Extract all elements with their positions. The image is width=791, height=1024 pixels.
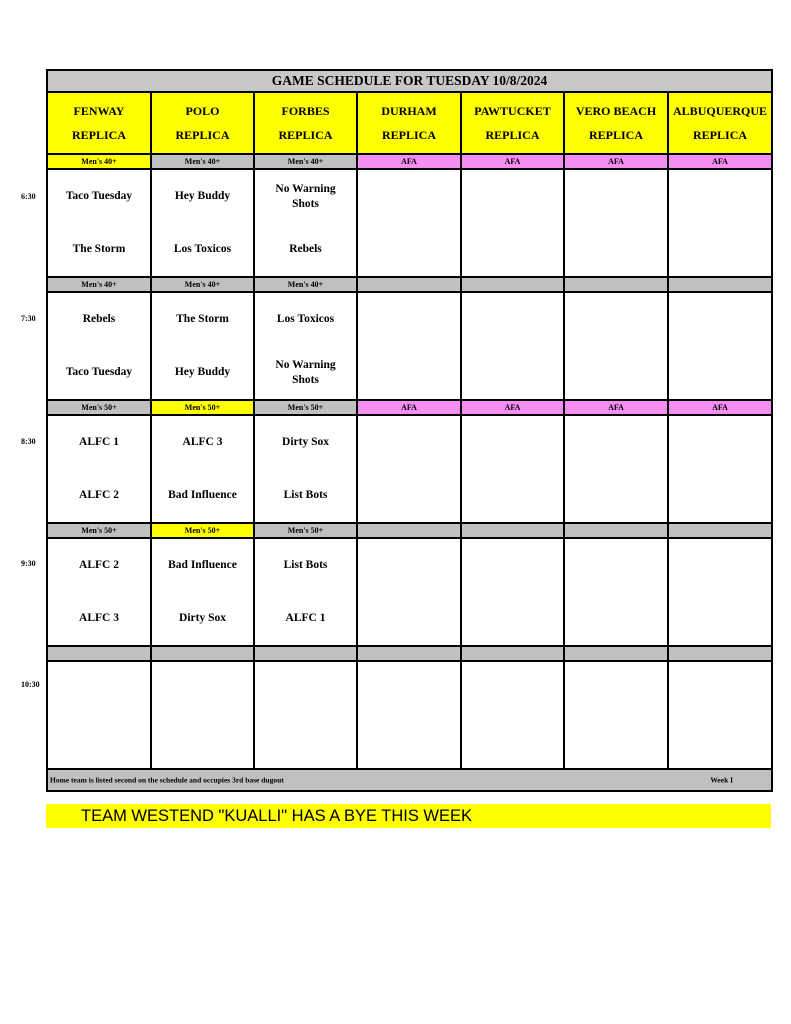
game-cell <box>47 538 151 646</box>
away-team <box>358 170 460 223</box>
time-label: 10:30 <box>21 680 40 689</box>
field-name: FORBES <box>281 104 330 118</box>
away-team <box>358 293 460 346</box>
away-team: Bad Influence <box>168 559 237 571</box>
division-label: AFA <box>461 400 564 415</box>
game-cell <box>461 292 564 400</box>
home-team: Hey Buddy <box>174 366 231 378</box>
away-team <box>669 539 771 592</box>
game-cell <box>47 661 151 769</box>
home-team-note: Home team is listed second on the schedule and occupies 3rd base dugout <box>50 775 284 785</box>
game-cell <box>254 169 357 277</box>
division-label <box>461 523 564 538</box>
game-cell <box>668 169 772 277</box>
away-team <box>462 416 563 469</box>
division-label <box>461 646 564 661</box>
home-team <box>358 346 460 399</box>
game-cell <box>47 415 151 523</box>
field-name: PAWTUCKET <box>474 104 551 118</box>
game-cell <box>461 169 564 277</box>
division-label: Men's 40+ <box>151 277 254 292</box>
game-cell <box>668 661 772 769</box>
field-header <box>461 92 564 154</box>
game-cell <box>151 292 254 400</box>
home-team: ALFC 2 <box>79 489 119 501</box>
game-cell <box>47 292 151 400</box>
away-team: Taco Tuesday <box>65 190 133 202</box>
game-cell <box>461 538 564 646</box>
away-team: ALFC 3 <box>182 436 223 448</box>
home-team: Rebels <box>289 243 322 255</box>
schedule-title: GAME SCHEDULE FOR TUESDAY 10/8/2024 <box>47 70 772 92</box>
away-team <box>669 662 771 715</box>
home-team <box>669 715 771 768</box>
away-team <box>462 539 563 592</box>
field-name: FENWAY <box>73 104 125 118</box>
away-team <box>462 170 563 223</box>
game-cell <box>564 415 668 523</box>
game-cell <box>151 415 254 523</box>
away-team: ALFC 2 <box>79 559 119 571</box>
field-header <box>254 92 357 154</box>
bye-notice: TEAM WESTEND "KUALLI" HAS A BYE THIS WEEK <box>46 804 771 828</box>
field-sub: REPLICA <box>588 128 643 142</box>
away-team: The Storm <box>176 313 229 325</box>
away-team: Rebels <box>82 313 116 325</box>
game-cell <box>357 538 461 646</box>
division-label <box>564 277 668 292</box>
game-cell <box>254 661 357 769</box>
away-team: ALFC 1 <box>79 436 119 448</box>
home-team: ALFC 1 <box>285 612 326 624</box>
home-team <box>565 592 667 645</box>
division-label: Men's 50+ <box>254 400 357 415</box>
home-team: Los Toxicos <box>173 243 232 255</box>
field-header <box>47 92 151 154</box>
division-label: Men's 40+ <box>151 154 254 169</box>
away-team: Los Toxicos <box>276 313 335 325</box>
away-team <box>462 662 563 715</box>
division-label <box>357 523 461 538</box>
game-cell <box>151 169 254 277</box>
division-label <box>151 646 254 661</box>
division-label: AFA <box>357 154 461 169</box>
division-label: AFA <box>357 400 461 415</box>
home-team: Dirty Sox <box>179 612 226 624</box>
home-team <box>255 715 356 768</box>
division-label <box>47 646 151 661</box>
division-label <box>564 646 668 661</box>
away-team <box>565 416 667 469</box>
division-label: AFA <box>668 154 772 169</box>
field-sub: REPLICA <box>485 128 540 142</box>
home-team <box>565 346 667 399</box>
division-label: Men's 40+ <box>254 154 357 169</box>
game-cell <box>564 538 668 646</box>
division-label <box>357 277 461 292</box>
field-name: POLO <box>185 104 220 118</box>
home-team: No Warning Shots <box>275 358 336 386</box>
field-sub: REPLICA <box>175 128 230 142</box>
division-label <box>461 277 564 292</box>
game-cell <box>47 169 151 277</box>
away-team <box>152 662 253 715</box>
home-team: List Bots <box>283 489 328 501</box>
division-label <box>668 646 772 661</box>
division-label <box>564 523 668 538</box>
time-label: 6:30 <box>21 192 36 201</box>
field-header <box>668 92 772 154</box>
away-team: Dirty Sox <box>282 436 329 448</box>
home-team: The Storm <box>72 243 126 255</box>
game-cell <box>357 292 461 400</box>
time-label: 9:30 <box>21 559 36 568</box>
division-label: AFA <box>461 154 564 169</box>
division-label: AFA <box>564 400 668 415</box>
home-team <box>669 223 771 276</box>
game-cell <box>357 661 461 769</box>
away-team <box>255 662 356 715</box>
division-label: Men's 40+ <box>254 277 357 292</box>
home-team <box>358 223 460 276</box>
division-label: Men's 50+ <box>47 523 151 538</box>
division-label <box>357 646 461 661</box>
home-team <box>669 346 771 399</box>
division-label: AFA <box>668 400 772 415</box>
away-team: Hey Buddy <box>174 190 231 202</box>
away-team <box>669 293 771 346</box>
game-cell <box>668 415 772 523</box>
away-team <box>565 170 667 223</box>
home-team: Bad Influence <box>168 489 237 501</box>
game-cell <box>151 538 254 646</box>
home-team <box>358 592 460 645</box>
game-cell <box>254 292 357 400</box>
home-team <box>669 469 771 522</box>
division-label: Men's 50+ <box>151 523 254 538</box>
away-team <box>358 539 460 592</box>
field-name: VERO BEACH <box>575 104 657 118</box>
home-team <box>358 469 460 522</box>
away-team: No Warning Shots <box>275 182 336 210</box>
game-cell <box>254 415 357 523</box>
away-team <box>565 662 667 715</box>
away-team <box>358 662 460 715</box>
schedule-footer <box>47 769 772 791</box>
home-team <box>669 592 771 645</box>
game-cell <box>357 415 461 523</box>
home-team <box>48 715 150 768</box>
division-label: Men's 50+ <box>47 400 151 415</box>
division-label <box>254 646 357 661</box>
game-cell <box>151 661 254 769</box>
home-team <box>462 469 563 522</box>
division-label: Men's 50+ <box>151 400 254 415</box>
home-team <box>462 715 563 768</box>
home-team <box>462 223 563 276</box>
division-label: AFA <box>564 154 668 169</box>
field-sub: REPLICA <box>693 128 748 142</box>
game-cell <box>564 661 668 769</box>
game-cell <box>254 538 357 646</box>
division-label <box>668 277 772 292</box>
home-team <box>462 346 563 399</box>
time-label: 8:30 <box>21 437 36 446</box>
field-header <box>564 92 668 154</box>
game-cell <box>564 292 668 400</box>
field-name: DURHAM <box>381 104 437 118</box>
field-header <box>151 92 254 154</box>
home-team <box>565 469 667 522</box>
division-label: Men's 40+ <box>47 277 151 292</box>
away-team <box>48 662 150 715</box>
game-cell <box>668 538 772 646</box>
home-team <box>565 715 667 768</box>
schedule-table <box>46 69 773 792</box>
away-team <box>565 293 667 346</box>
home-team: ALFC 3 <box>79 612 119 624</box>
division-label: Men's 50+ <box>254 523 357 538</box>
home-team <box>152 715 253 768</box>
game-cell <box>461 415 564 523</box>
time-label: 7:30 <box>21 314 36 323</box>
away-team <box>669 416 771 469</box>
game-cell <box>564 169 668 277</box>
field-name: ALBUQUERQUE <box>673 104 768 118</box>
game-cell <box>357 169 461 277</box>
game-cell <box>461 661 564 769</box>
away-team: List Bots <box>283 559 328 571</box>
home-team: Taco Tuesday <box>65 366 133 378</box>
away-team <box>565 539 667 592</box>
field-sub: REPLICA <box>278 128 333 142</box>
home-team <box>565 223 667 276</box>
home-team <box>358 715 460 768</box>
away-team <box>462 293 563 346</box>
field-sub: REPLICA <box>381 128 436 142</box>
away-team <box>669 170 771 223</box>
game-cell <box>668 292 772 400</box>
division-label <box>668 523 772 538</box>
division-label: Men's 40+ <box>47 154 151 169</box>
home-team <box>462 592 563 645</box>
away-team <box>358 416 460 469</box>
field-header <box>357 92 461 154</box>
field-sub: REPLICA <box>71 128 126 142</box>
week-label: Week I <box>710 775 734 785</box>
